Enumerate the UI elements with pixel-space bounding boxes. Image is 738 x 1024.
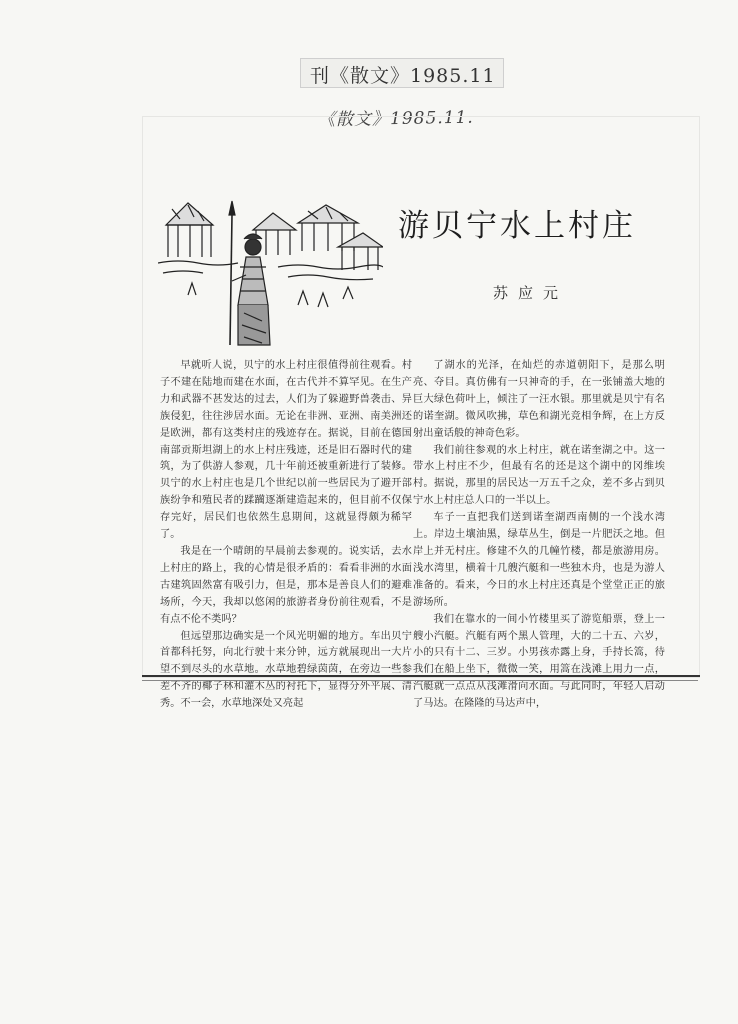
paragraph: 我们前往参观的水上村庄，就在诺奎湖之中。这一带水上村庄不少，但最有名的还是这个湖中的冈维埃村。据说，那里的居民达一万五千之众，差不多占到贝宁水上村庄总人口的一半以上。 xyxy=(413,444,665,507)
handwritten-source-note: 《散文》1985.11. xyxy=(317,107,474,131)
stilt-village-illustration xyxy=(158,195,383,347)
right-text-column xyxy=(413,358,665,713)
paragraph: 但远望那边确实是一个风光明媚的地方。车出贝宁首都科托努，向北行驶十来分钟，远方就展现出一大片望不到尽头的水草地。水草地碧绿茵茵，在旁边一些参差不齐的椰子林和灌木丛的衬托下，显得分外平展、清秀。不一会，水草地深处又亮起 xyxy=(160,630,412,710)
bottom-rule-secondary xyxy=(142,680,698,681)
paragraph: 我们在靠水的一间小竹楼里买了游览船票，登上一艘小汽艇。汽艇有两个黑人管理，大的二十五、六岁，小的只有十二、三岁。小男孩赤露上身，手持长篙，待我们在船上坐下，微微一笑，用篙在浅滩上用力一点，汽艇就一点点从浅滩滑向水面。与此同时，年轻人启动了马达。在隆隆的马达声中， xyxy=(413,613,665,710)
bottom-rule xyxy=(142,675,700,677)
source-stamp: 刊《散文》1985.11 xyxy=(310,65,496,87)
paragraph: 了湖水的光泽，在灿烂的赤道朝阳下，是那么明亮、夺目。真仿佛有一只神奇的手，在一张铺盖大地的巨大绿色荷叶上，倾注了一汪水银。那里就是贝宁有名的诺奎湖。微风吹拂，草色和湖光竞相争辉，在上方反射出童话般的神奇色彩。 xyxy=(413,360,665,439)
article-author: 苏应元 xyxy=(493,284,569,302)
paragraph: 早就听人说，贝宁的水上村庄很值得前往观看。村子不建在陆地而建在水面，在古代并不算罕见。在生产力和武器不甚发达的过去，人们为了躲避野兽袭击、异族侵犯，往往涉居水面。无论在非洲、亚洲、南美洲还是欧洲，都有这类村庄的残迹存在。据说，目前在德国南部贡斯坦湖上的水上村庄残迹，还是旧石器时代的建筑，为了供游人参观，几十年前还被重新进行了装修。贝宁的水上村庄也是几个世纪以前一些居民为了避开部族纷争和殖民者的蹂躏逐渐建造起来的，但目前不仅保存完好，居民们也依然生息期间，这就显得颇为稀罕了。 xyxy=(160,360,412,541)
article-title: 游贝宁水上村庄 xyxy=(398,208,636,244)
left-text-column xyxy=(160,358,412,713)
paragraph: 我是在一个晴朗的早晨前去参观的。说实话，去水上村庄的路上，我的心情是很矛盾的：看看非洲的水面古建筑固然富有吸引力，但是，那本是善良人们的避难场所，今天，我却以悠闲的旅游者身份前往观看，不是有点不伦不类吗？ xyxy=(160,545,412,625)
paragraph: 车子一直把我们送到诺奎湖西南侧的一个浅水湾上。岸边土壤油黑，绿草丛生，倒是一片肥沃之地。但岸上并无村庄。修建不久的几幢竹楼，都是旅游用房。浅水湾里，横着十几艘汽艇和一些独木舟，也是为游人准备的。看来，今日的水上村庄还真是个堂堂正正的旅游场所。 xyxy=(413,512,665,608)
